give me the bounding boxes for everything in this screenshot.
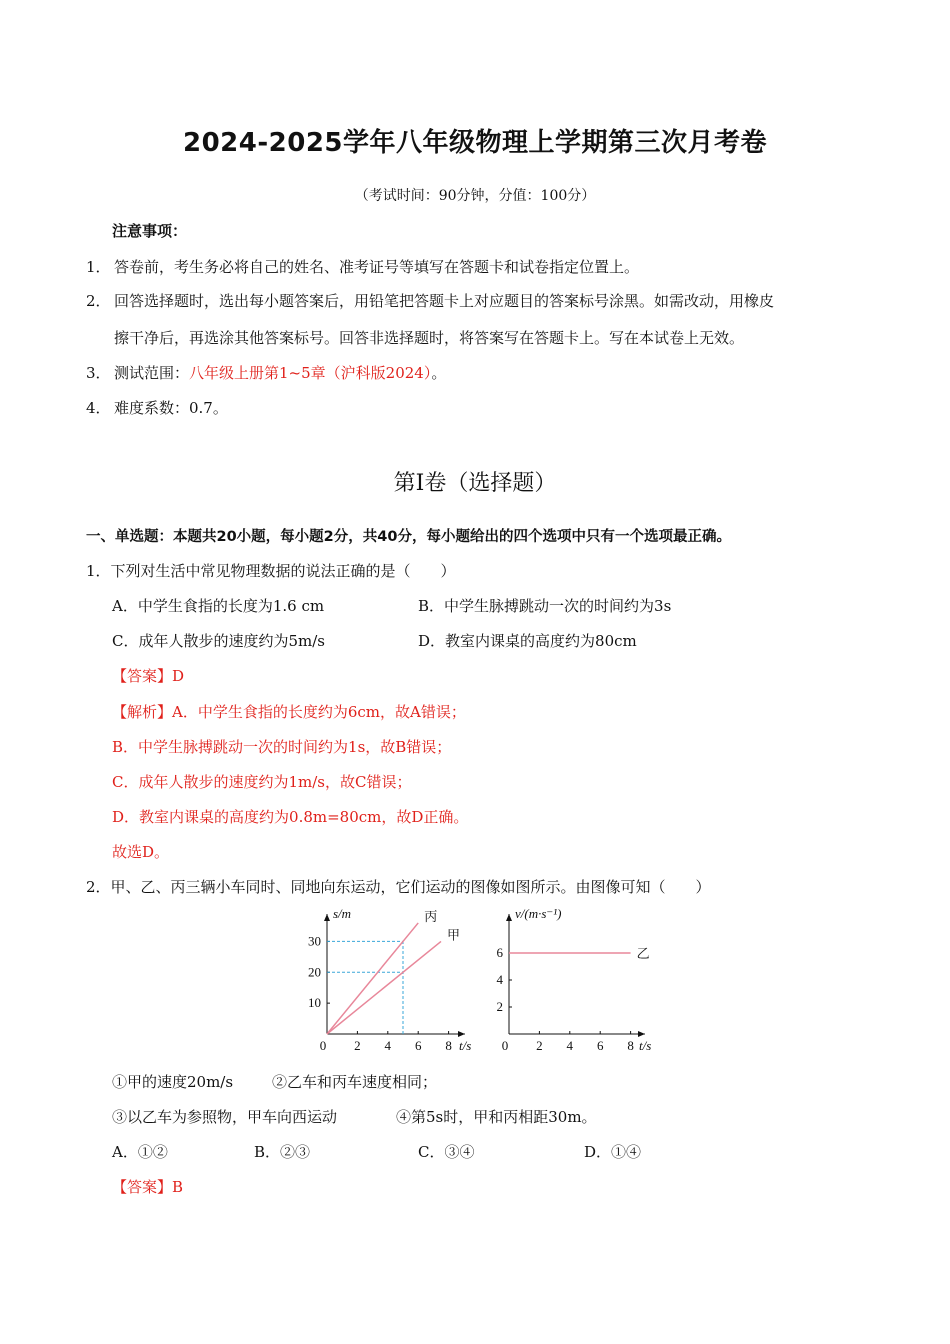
note-1: 1． 答卷前，考生务必将自己的姓名、准考证号等填写在答题卡和试卷指定位置上。 — [86, 258, 640, 276]
q2-option-b: B．②③ — [254, 1143, 311, 1161]
exam-info: （考试时间：90分钟，分值：100分） — [354, 188, 596, 204]
series-label: 乙 — [636, 946, 650, 961]
q2-option-c: C．③④ — [418, 1143, 475, 1161]
y-axis-arrow — [324, 914, 330, 921]
y-axis-label: s/m — [333, 906, 352, 921]
q2-statement-3: ③以乙车为参照物，甲车向西运动 — [112, 1108, 338, 1126]
q1-option-c: C．成年人散步的速度约为5m/s — [112, 632, 325, 650]
series-label: 甲 — [447, 927, 461, 943]
q2-figure — [295, 900, 685, 1060]
y-tick-label: 6 — [496, 945, 503, 960]
section-instruction: 一、单选题：本题共20小题，每小题2分，共40分，每小题给出的四个选项中只有一个选项最正确。 — [86, 529, 731, 545]
notes-heading: 注意事项： — [112, 222, 188, 240]
x-tick-label: 4 — [566, 1038, 574, 1053]
y-axis-arrow — [506, 914, 512, 921]
x-tick-label: 6 — [414, 1038, 422, 1053]
page-title: 2024-2025学年八年级物理上学期第三次月考卷 — [182, 128, 768, 158]
x-tick-label: 8 — [627, 1038, 634, 1053]
x-tick-label: 0 — [319, 1038, 327, 1053]
note-2: 2． 回答选择题时，选出每小题答案后，用铅笔把答题卡上对应题目的答案标号涂黑。如需改动，用橡皮 — [86, 292, 775, 310]
x-tick-label: 0 — [501, 1038, 509, 1053]
y-axis-label: v/(m·s⁻¹) — [515, 906, 562, 921]
q2-statement-2: ②乙车和丙车速度相同； — [272, 1073, 438, 1091]
q1-option-d: D．教室内课桌的高度约为80cm — [418, 632, 637, 650]
x-tick-label: 2 — [354, 1038, 361, 1053]
series-line — [327, 923, 418, 1034]
y-tick-label: 20 — [308, 964, 321, 980]
note-3: 3． 测试范围：八年级上册第1~5章（沪科版2024）。 — [86, 364, 447, 382]
q1-analysis-line: D．教室内课桌的高度约为0.8m=80cm，故D正确。 — [112, 808, 469, 826]
q2-statement-1: ①甲的速度20m/s — [112, 1073, 234, 1091]
q1-answer: 【答案】D — [112, 667, 185, 685]
st-graph — [308, 906, 471, 1053]
y-tick-label: 2 — [496, 999, 503, 1014]
q1-analysis-line: B．中学生脉搏跳动一次的时间约为1s，故B错误； — [112, 738, 452, 756]
x-axis-label: t/s — [459, 1038, 472, 1053]
vt-graph — [497, 906, 652, 1053]
q1-analysis-line: C．成年人散步的速度约为1m/s，故C错误； — [112, 773, 412, 791]
x-tick-label: 8 — [445, 1038, 452, 1053]
y-tick-label: 4 — [496, 972, 503, 987]
q1-analysis-line: 【解析】A．中学生食指的长度约为6cm，故A错误； — [112, 703, 466, 721]
q1-stem: 1．下列对生活中常见物理数据的说法正确的是（ ） — [86, 562, 456, 580]
x-axis-arrow — [638, 1031, 645, 1037]
q2-stem: 2．甲、乙、丙三辆小车同时、同地向东运动，它们运动的图像如图所示。由图像可知（ ） — [86, 878, 711, 896]
x-tick-label: 4 — [384, 1038, 392, 1053]
q1-option-a: A．中学生食指的长度为1.6 cm — [112, 597, 325, 615]
q1-analysis-line: 故选D。 — [112, 843, 170, 861]
test-scope: 八年级上册第1~5章（沪科版2024） — [189, 364, 432, 382]
series-line — [327, 941, 441, 1034]
q2-option-d: D．①④ — [584, 1143, 642, 1161]
note-2-cont: 擦干净后，再选涂其他答案标号。回答非选择题时，将答案写在答题卡上。写在本试卷上无效。 — [114, 329, 745, 347]
y-tick-label: 10 — [308, 995, 321, 1011]
x-tick-label: 2 — [536, 1038, 543, 1053]
note-4: 4． 难度系数：0.7。 — [86, 399, 228, 417]
y-tick-label: 30 — [308, 933, 321, 949]
x-axis-label: t/s — [639, 1038, 652, 1053]
q2-option-a: A．①② — [112, 1143, 168, 1161]
section-title: 第Ⅰ卷（选择题） — [393, 471, 557, 496]
x-tick-label: 6 — [596, 1038, 604, 1053]
series-label: 丙 — [424, 908, 438, 924]
q1-option-b: B．中学生脉搏跳动一次的时间约为3s — [418, 597, 672, 615]
q2-answer: 【答案】B — [112, 1178, 184, 1196]
x-axis-arrow — [458, 1031, 465, 1037]
q2-statement-4: ④第5s时，甲和丙相距30m。 — [396, 1108, 597, 1126]
